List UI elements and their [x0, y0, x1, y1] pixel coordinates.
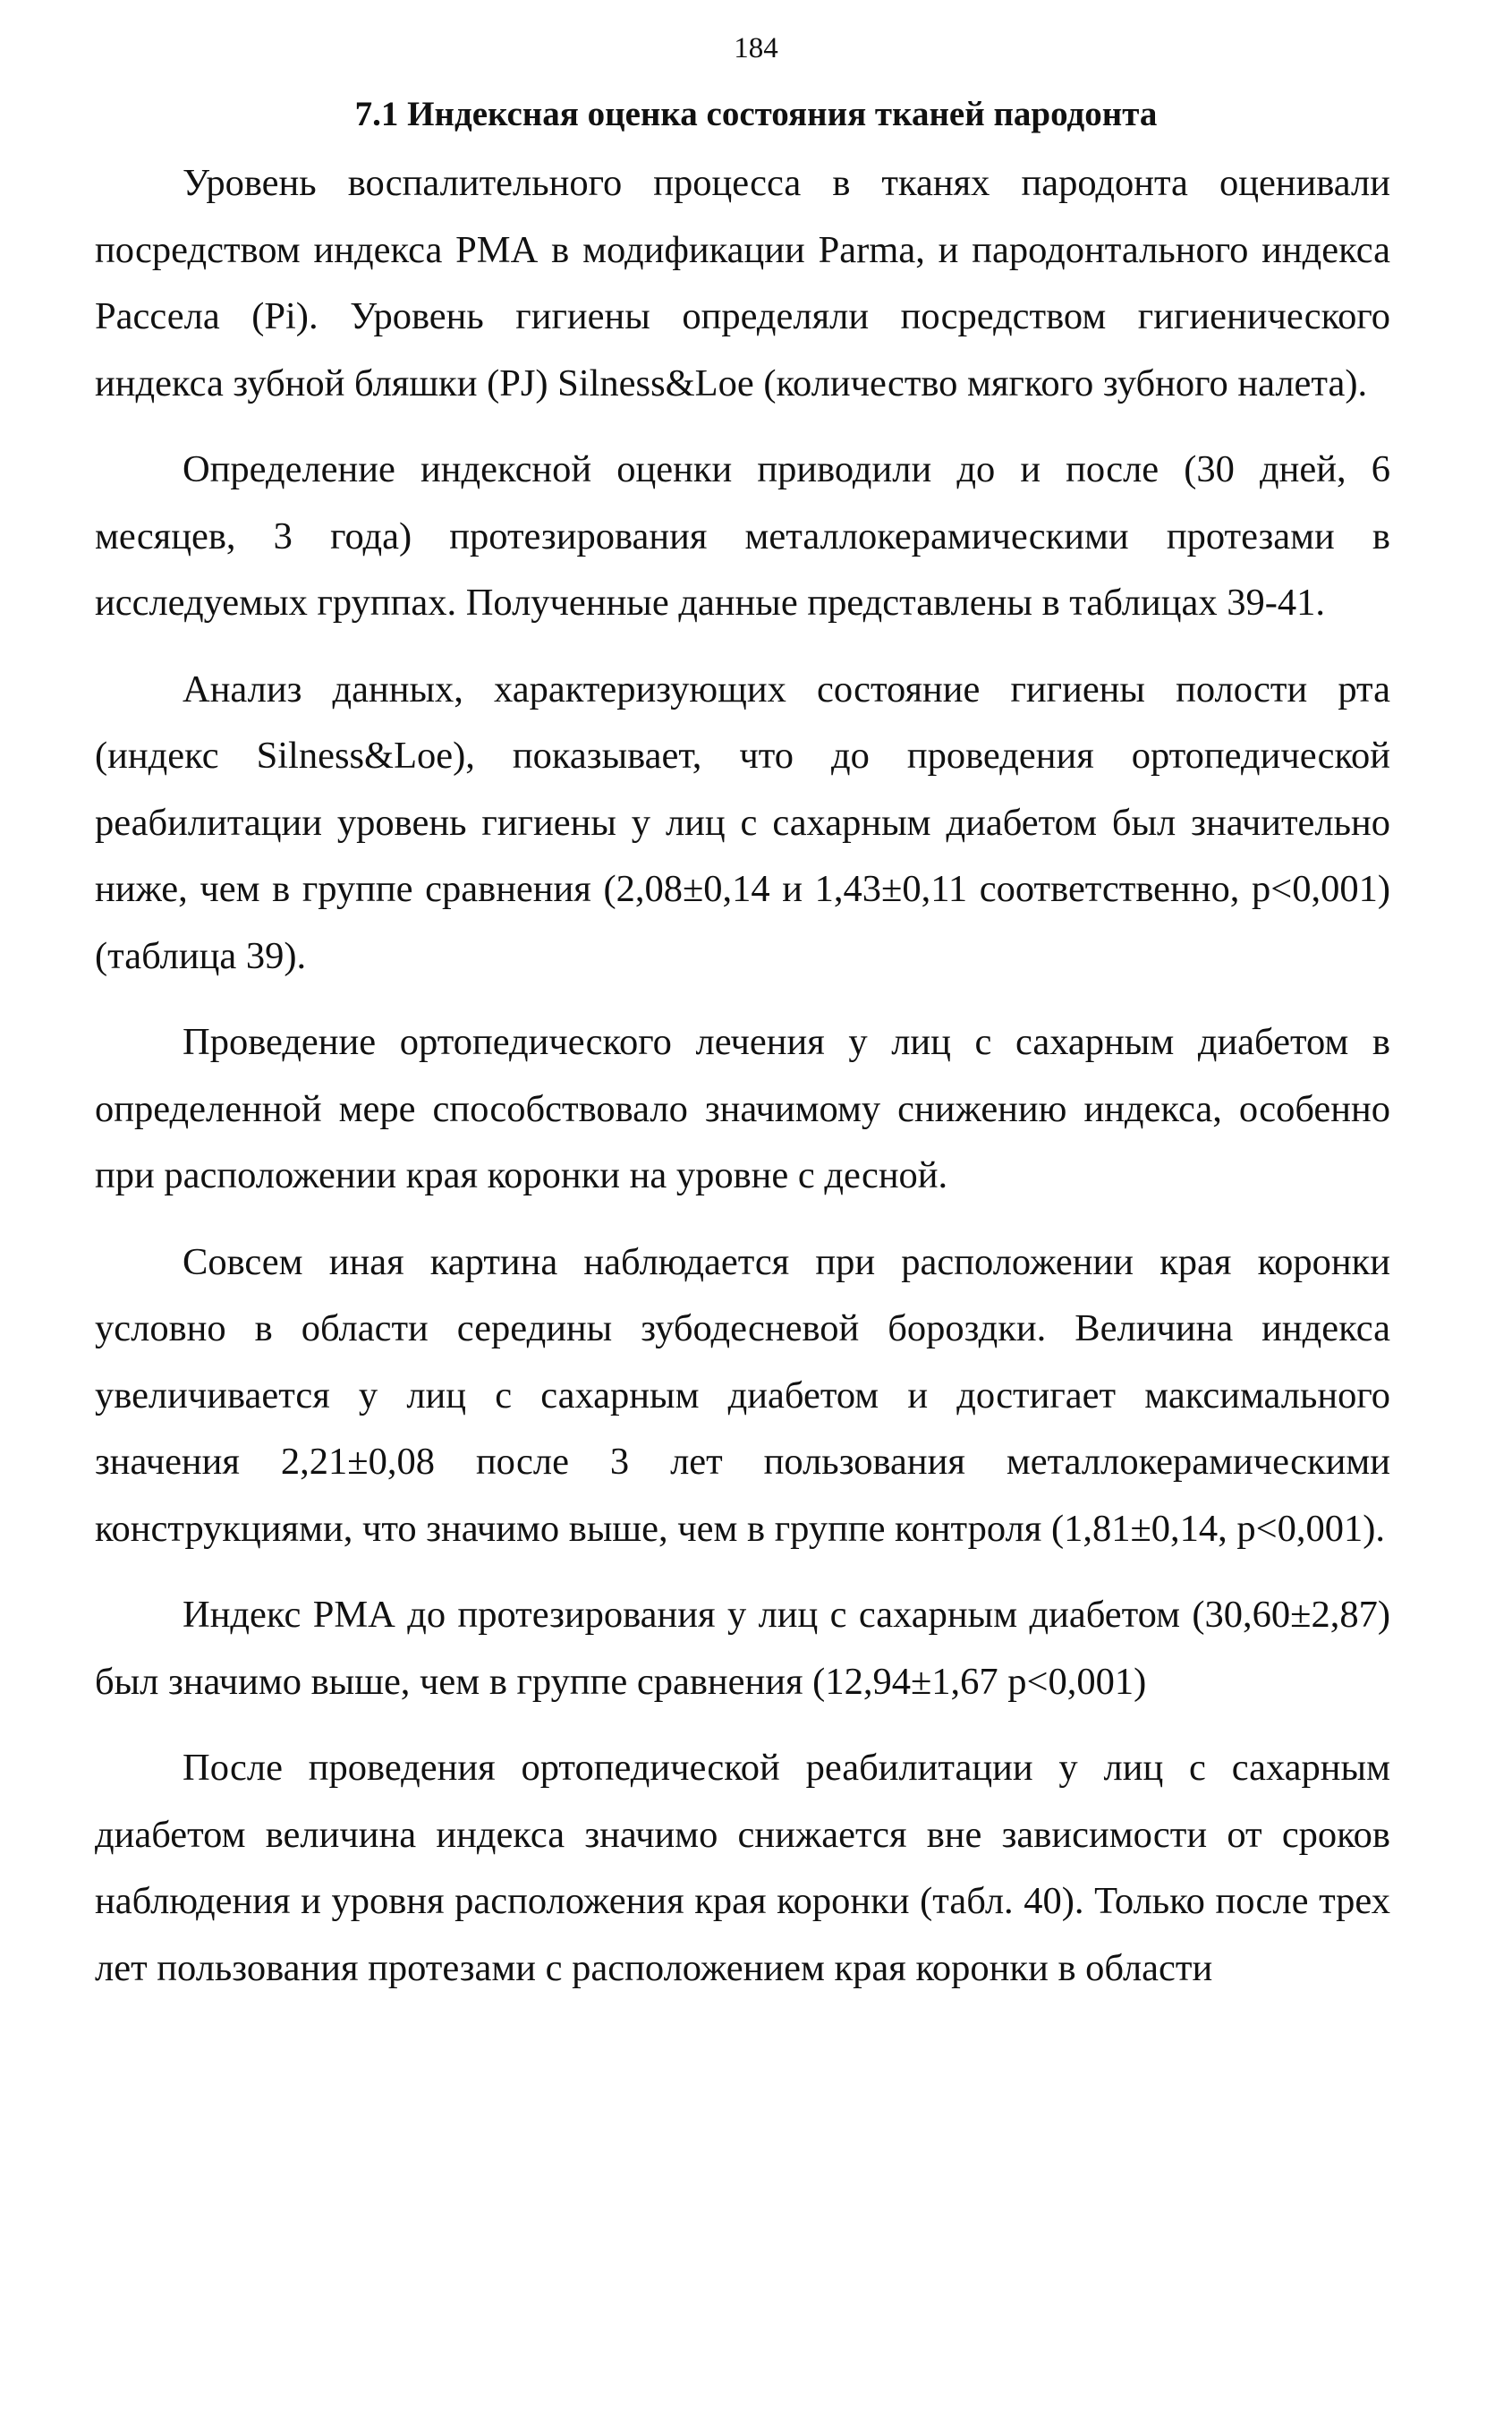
section-heading: 7.1 Индексная оценка состояния тканей пародонта	[354, 95, 1158, 133]
paragraph-4: Проведение ортопедического лечения у лиц с сахарным диабетом в определенной мере способствовало значимому снижению индекса, особенно при расположении края коронки на уровне с десной.	[95, 1021, 1390, 1196]
paragraph-3: Анализ данных, характеризующих состояние гигиены полости рта (индекс Silness&Loe), показывает, что до проведения ортопедической реабилитации уровень гигиены у лиц с сахарным диабетом был значительно ниже, чем в группе сравнения (2,08±0,14 и 1,43±0,11 соответственно, р<0,001) (таблица 39).	[95, 668, 1390, 977]
paragraph-2: Определение индексной оценки приводили до и после (30 дней, 6 месяцев, 3 года) протезирования металлокерамическими протезами в исследуемых группах. Полученные данные представлены в таблицах 39-41.	[95, 448, 1390, 624]
paragraph-7: После проведения ортопедической реабилитации у лиц с сахарным диабетом величина индекса значимо снижается вне зависимости от сроков наблюдения и уровня расположения края коронки (табл. 40). Только после трех лет пользования протезами с расположением края коронки в области	[95, 1747, 1390, 1989]
page-number: 184	[734, 32, 778, 64]
paragraph-1: Уровень воспалительного процесса в тканях пародонта оценивали посредством индекса РМА в модификации Parma, и пародонтального индекса Рассела (Pi). Уровень гигиены определяли посредством гигиенического индекса зубной бляшки (PJ) Silness&Loe (количество мягкого зубного налета).	[95, 162, 1390, 404]
paragraph-5: Совсем иная картина наблюдается при расположении края коронки условно в области середины зубодесневой бороздки. Величина индекса увеличивается у лиц с сахарным диабетом и достигает максимального значения 2,21±0,08 после 3 лет пользования металлокерамическими конструкциями, что значимо выше, чем в группе контроля (1,81±0,14, р<0,001).	[95, 1240, 1390, 1550]
paragraph-6: Индекс РМА до протезирования у лиц с сахарным диабетом (30,60±2,87) был значимо выше, чем в группе сравнения (12,94±1,67 p<0,001)	[95, 1594, 1390, 1703]
body-text	[95, 150, 1390, 2021]
